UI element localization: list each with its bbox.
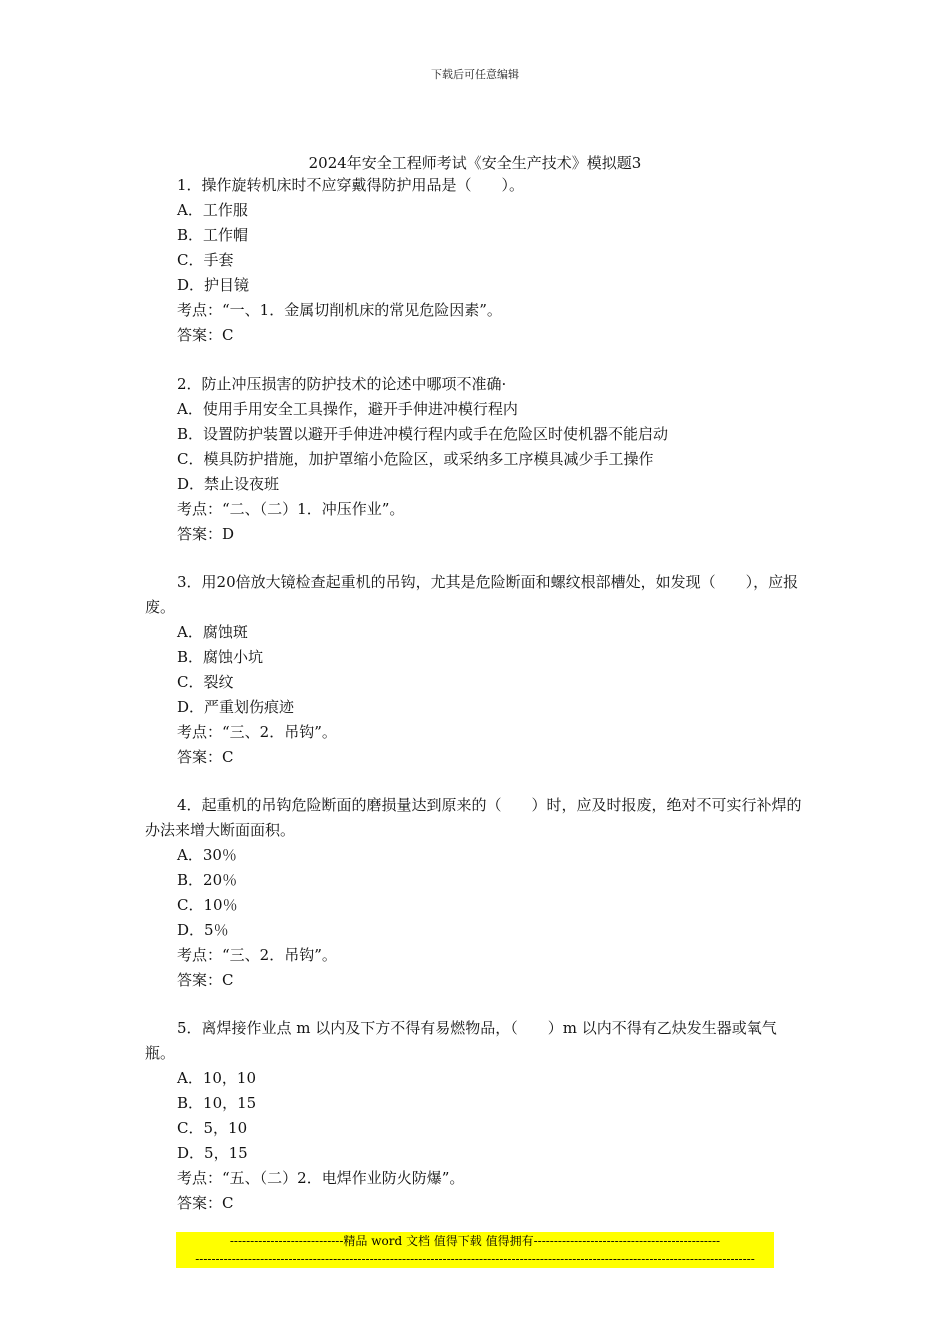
question-1 xyxy=(145,173,805,348)
option-a: A．腐蚀斑 xyxy=(177,623,248,641)
option-a: A．使用手用安全工具操作，避开手伸进冲模行程内 xyxy=(177,400,518,418)
question-stem: 3．用20倍放大镜检查起重机的吊钩，尤其是危险断面和螺纹根部槽处，如发现（ ），应报废。 xyxy=(145,573,799,616)
option-b: B．20％ xyxy=(177,871,238,889)
option-c: C．10％ xyxy=(177,896,238,914)
answer: 答案：C xyxy=(177,748,234,766)
question-stem: 4．起重机的吊钩危险断面的磨损量达到原来的（ ）时，应及时报废，绝对不可实行补焊的办法来增大断面面积。 xyxy=(145,796,802,839)
option-b: B．腐蚀小坑 xyxy=(177,648,264,666)
option-a: A．30％ xyxy=(177,846,237,864)
option-d: D．禁止设夜班 xyxy=(177,475,280,493)
question-stem: 5．离焊接作业点 m 以内及下方不得有易燃物品，（ ）m 以内不得有乙炔发生器或氧气瓶。 xyxy=(145,1019,777,1062)
option-c: C．模具防护措施，加护罩缩小危险区，或采纳多工序模具减少手工操作 xyxy=(177,450,654,468)
exam-point: 考点：“二、（二）1．冲压作业”。 xyxy=(177,500,405,518)
question-2 xyxy=(145,372,805,547)
question-3 xyxy=(145,570,805,770)
footer-line-1: ----------------------------精品 word 文档 值得下载 值得拥有---------------------------------------------- xyxy=(176,1232,774,1250)
footer-line-2: ------------------------------------------------------------------------------------------------------------------------------------------ xyxy=(176,1250,774,1268)
exam-point: 考点：“三、2．吊钩”。 xyxy=(177,946,337,964)
option-c: C．手套 xyxy=(177,251,234,269)
answer: 答案：C xyxy=(177,971,234,989)
answer: 答案：C xyxy=(177,1194,234,1212)
question-5 xyxy=(145,1016,805,1216)
answer: 答案：D xyxy=(177,525,235,543)
option-b: B．设置防护装置以避开手伸进冲模行程内或手在危险区时使机器不能启动 xyxy=(177,425,669,443)
option-c: C．5，10 xyxy=(177,1119,248,1137)
option-b: B．工作帽 xyxy=(177,226,249,244)
option-d: D．严重划伤痕迹 xyxy=(177,698,295,716)
question-stem: 2．防止冲压损害的防护技术的论述中哪项不准确· xyxy=(177,375,507,393)
footer-banner xyxy=(176,1232,774,1268)
exam-point: 考点：“三、2．吊钩”。 xyxy=(177,723,337,741)
option-c: C．裂纹 xyxy=(177,673,234,691)
option-a: A．工作服 xyxy=(177,201,248,219)
document-title: 2024年安全工程师考试《安全生产技术》模拟题3 xyxy=(308,154,642,172)
exam-point: 考点：“五、（二）2．电焊作业防火防爆”。 xyxy=(177,1169,465,1187)
answer: 答案：C xyxy=(177,326,234,344)
question-stem: 1．操作旋转机床时不应穿戴得防护用品是（ ）。 xyxy=(177,176,525,194)
option-d: D．5％ xyxy=(177,921,229,939)
option-d: D．护目镜 xyxy=(177,276,250,294)
option-a: A．10，10 xyxy=(177,1069,257,1087)
question-4 xyxy=(145,793,805,993)
exam-point: 考点：“一、1．金属切削机床的常见危险因素”。 xyxy=(177,301,502,319)
option-d: D．5，15 xyxy=(177,1144,248,1162)
header-note: 下载后可任意编辑 xyxy=(431,68,519,81)
option-b: B．10，15 xyxy=(177,1094,257,1112)
